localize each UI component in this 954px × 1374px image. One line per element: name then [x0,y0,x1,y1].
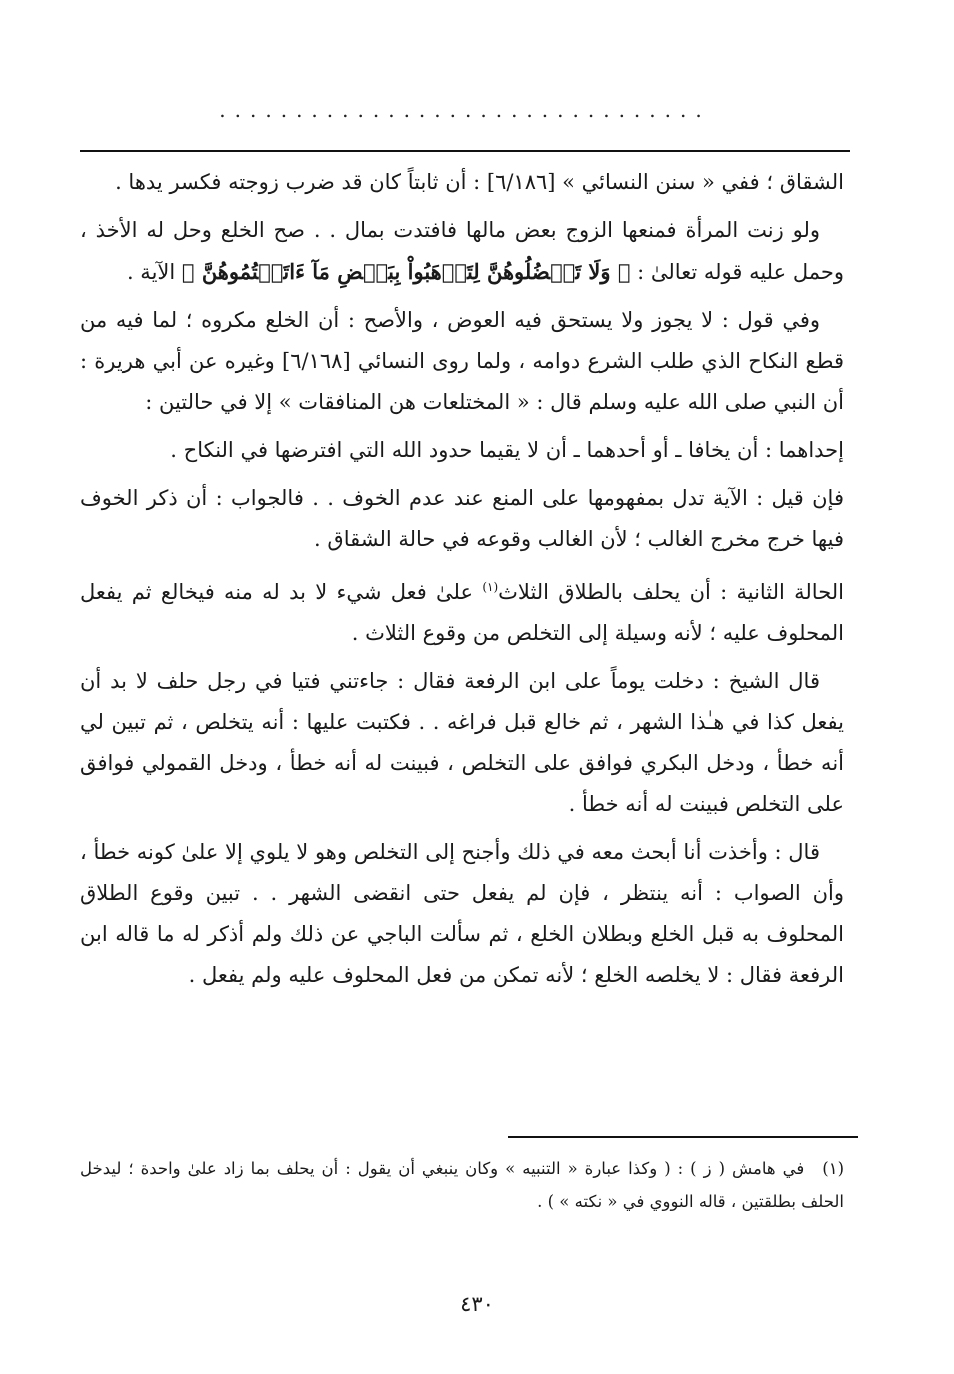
footnote-reference[interactable]: (١) [482,580,499,594]
header-rule [80,150,850,152]
paragraph-text: علىٰ فعل شيء لا بد له منه فيخالع ثم يفعل المحلوف عليه ؛ لأنه وسيلة إلى التخلص من وقوع الثلاث . [80,580,844,645]
paragraph-text: ولو زنت المرأة فمنعها الزوج بعض مالها فافتدت بمال . . صح الخلع وحل له الأخذ ، وحمل عليه قوله تعالىٰ : [80,218,844,284]
paragraph: فإن قيل : الآية تدل بمفهومها على المنع عند عدم الخوف . . فالجواب : أن ذكر الخوف فيها خرج مخرج الغالب ؛ لأن الغالب وقوعه في حالة الشقاق . [80,486,844,551]
paragraph: وفي قول : لا يجوز ولا يستحق فيه العوض ، والأصح : أن الخلع مكروه ؛ لما فيه من قطع النكاح الذي طلب الشرع دوامه ، ولما روى النسائي [٦/١٦٨] وغيره عن أبي هريرة : أن النبي صلى الله عليه وسلم قال : « المختلعات هن المنافقات » إلا في حالتين : [80,308,844,414]
paragraph: قال : وأخذت أنا أبحث معه في ذلك وأجنح إلى التخلص وهو لا يلوي إلا علىٰ كونه خطأ ، وأن الصواب : أنه ينتظر ، فإن لم يفعل حتى انقضى الشهر . . تبين وقوع الطلاق المحلوف به قبل الخلع وبطلان الخلع ، ثم سألت الباجي عن ذلك ولم أذكر له ما قاله ابن الرفعة فقال : لا يخلصه الخلع ؛ لأنه تمكن من فعل المحلوف عليه ولم يفعل . [80,840,844,987]
paragraph [80,210,844,293]
footnote-mark: (١) [822,1159,844,1178]
main-text [80,162,844,1003]
page-number: ٤٣٠ [460,1292,494,1316]
paragraph: إحداهما : أن يخافا ـ أو أحدهما ـ أن لا يقيما حدود الله التي افترضها في النكاح . [170,438,844,462]
paragraph [80,567,844,654]
footnote-rule [508,1136,858,1138]
paragraph: الشقاق ؛ ففي « سنن النسائي » [٦/١٨٦] : أن ثابتاً كان قد ضرب زوجته فكسر يدها . [115,170,844,194]
header-dotted-line: ................................ [219,98,711,122]
paragraph: قال الشيخ : دخلت يوماً على ابن الرفعة فقال : جاءتني فتيا في رجل حلف لا بد أن يفعل كذا في هـٰذا الشهر ، ثم خالع قبل فراغه . . فكتبت عليها : أنه يتخلص ، ثم تبين لي أنه خطأ ، ودخل البكري فوافق على التخلص ، فبينت له أنه خطأ ، ودخل القمولي فوافق على التخلص فبينت له أنه خطأ . [80,669,844,816]
footnote-text: في هامش ( ز ) : ( وكذا عبارة « التنبيه » وكان ينبغي أن يقول : أن يحلف بما زاد علىٰ واحدة ؛ ليدخل الحلف بطلقتين ، قاله النووي في « نكته » ) . [80,1159,844,1211]
paragraph-text: الحالة الثانية : أن يحلف بالطلاق الثلاث [498,580,844,604]
verse-suffix: الآية . [126,260,176,284]
footnote [80,1152,844,1218]
quran-verse: ﴿ وَلَا تَعۡضُلُوهُنَّ لِتَذۡهَبُواْ بِبَعۡضِ مَآ ءَاتَيۡتُمُوهُنَّ ﴾ [181,259,631,284]
